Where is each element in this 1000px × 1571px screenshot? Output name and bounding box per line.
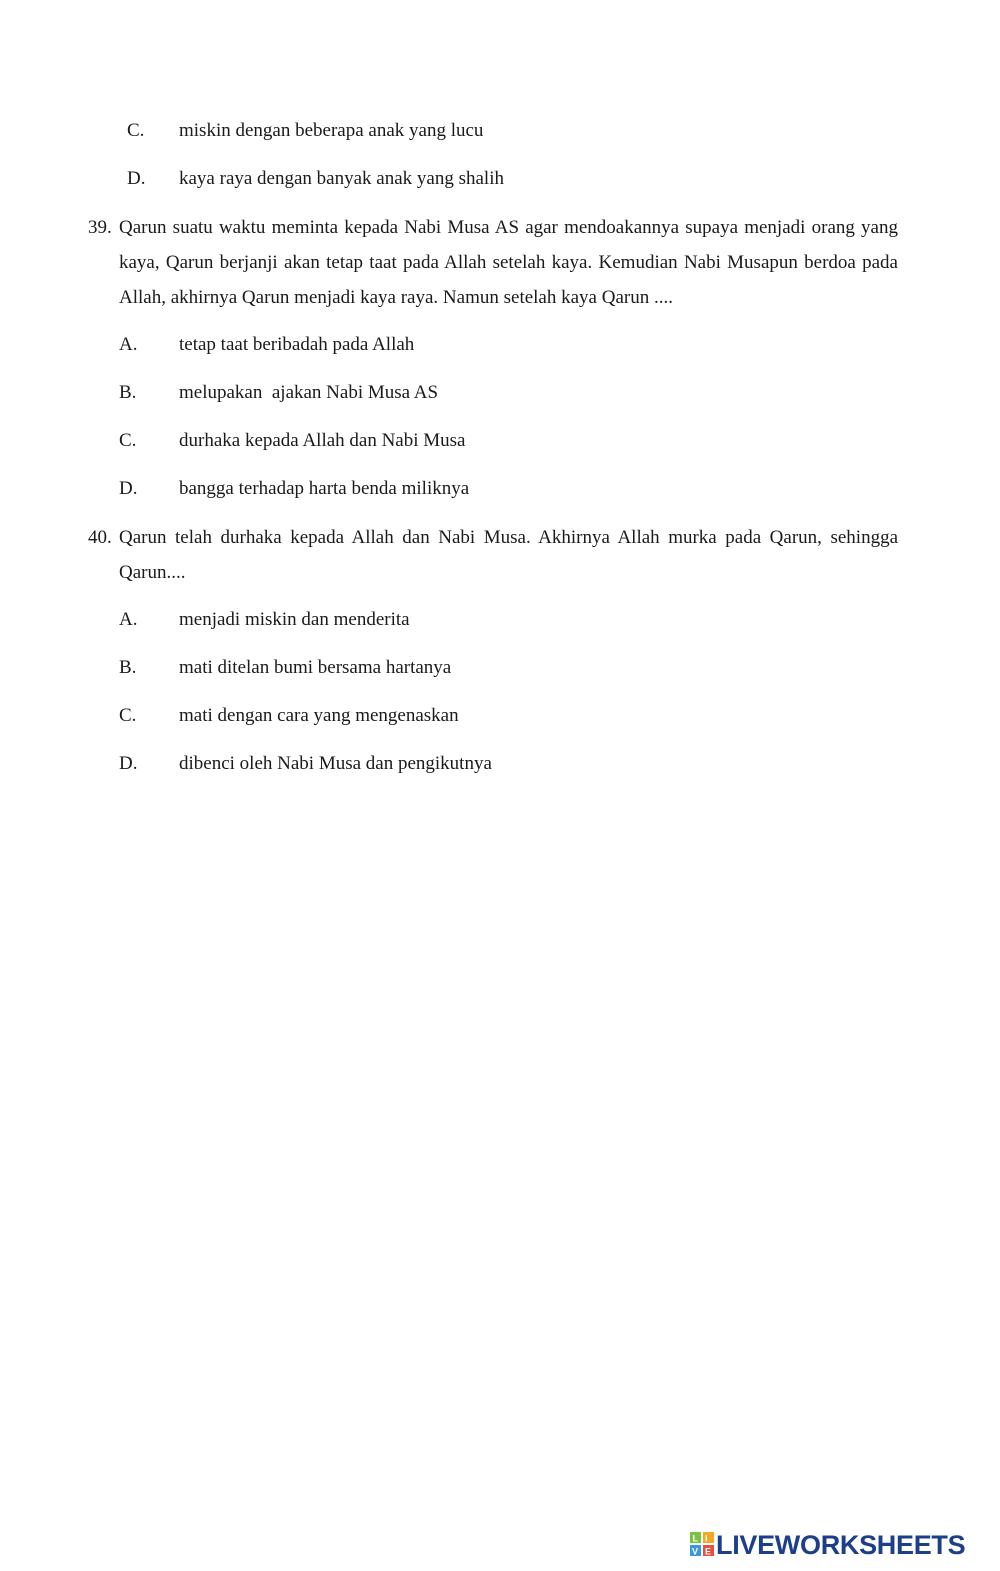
q40-option-a [119, 607, 619, 633]
prev-option-c [127, 118, 627, 144]
option-letter: A. [119, 609, 138, 630]
liveworksheets-branding [690, 1530, 990, 1560]
option-text: miskin dengan beberapa anak yang lucu [179, 120, 484, 141]
option-text: menjadi miskin dan menderita [179, 609, 410, 630]
q40-option-d [119, 751, 619, 777]
option-text: kaya raya dengan banyak anak yang shalih [179, 168, 504, 189]
option-letter: C. [119, 430, 137, 451]
option-letter: D. [119, 753, 138, 774]
option-text: mati dengan cara yang mengenaskan [179, 705, 459, 726]
q40-option-c [119, 703, 619, 729]
svg-text:V: V [692, 1546, 699, 1556]
option-text: bangga terhadap harta benda miliknya [179, 478, 470, 499]
svg-text:E: E [705, 1546, 712, 1556]
q39-option-d [119, 476, 619, 502]
option-letter: C. [119, 705, 137, 726]
svg-text:I: I [705, 1533, 708, 1544]
brand-name: LIVEWORKSHEETS [716, 1530, 966, 1560]
svg-text:L: L [692, 1533, 698, 1544]
q40-option-b [119, 655, 619, 681]
liveworksheets-logo-icon [690, 1532, 714, 1556]
question-number: 39. [88, 217, 112, 238]
option-text: melupakan ajakan Nabi Musa AS [179, 382, 439, 403]
option-text: dibenci oleh Nabi Musa dan pengikutnya [179, 753, 492, 774]
prev-option-d [127, 166, 627, 192]
option-letter: B. [119, 382, 137, 403]
option-letter: A. [119, 334, 138, 355]
option-text: durhaka kepada Allah dan Nabi Musa [179, 430, 466, 451]
option-text: mati ditelan bumi bersama hartanya [179, 657, 452, 678]
option-letter: D. [119, 478, 138, 499]
option-letter: C. [127, 120, 145, 141]
option-letter: D. [127, 168, 146, 189]
option-text: tetap taat beribadah pada Allah [179, 334, 415, 355]
q39-option-c [119, 428, 619, 454]
question-39 [88, 210, 898, 315]
question-number: 40. [88, 527, 112, 548]
q39-option-a [119, 332, 619, 358]
question-text: Qarun suatu waktu meminta kepada Nabi Musa AS agar mendoakannya supaya menjadi orang yang kaya, Qarun berjanji akan tetap taat pada Allah setelah kaya. Kemudian Nabi Musapun berdoa pada Allah, akhirnya Qarun menjadi kaya raya. Namun setelah kaya Qarun .... [119, 217, 898, 308]
q39-option-b [119, 380, 619, 406]
option-letter: B. [119, 657, 137, 678]
question-40 [88, 520, 898, 590]
question-text: Qarun telah durhaka kepada Allah dan Nabi Musa. Akhirnya Allah murka pada Qarun, sehingga Qarun.... [119, 527, 898, 583]
